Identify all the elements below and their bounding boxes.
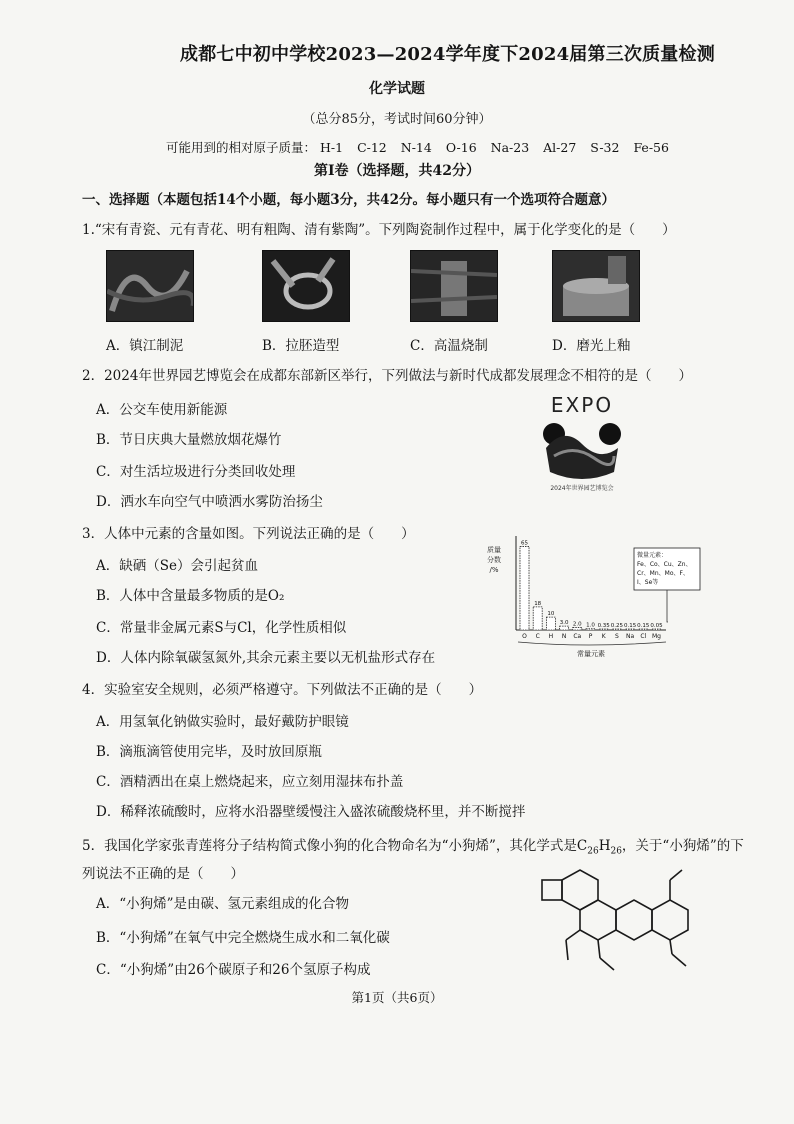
chart-legend-connector	[667, 590, 668, 622]
atom-mass: O-16	[445, 140, 477, 155]
atom-mass: N-14	[400, 140, 432, 155]
chart-bar	[639, 629, 648, 630]
chart-legend-text: I、Se等	[637, 579, 659, 586]
chart-bar	[612, 629, 621, 630]
chart-tick-label: K	[601, 633, 606, 640]
option-5c: C．“小狗烯”由26个碳原子和26个氢原子构成	[96, 962, 371, 978]
option-1c: C．高温烧制	[410, 338, 488, 354]
chart-tick-label: Cl	[640, 633, 647, 640]
formula-c-subscript: 26	[587, 846, 599, 857]
atom-mass: Na-23	[490, 140, 530, 155]
volume-heading: 第Ⅰ卷（选择题，共42分）	[313, 163, 481, 179]
chart-data-label: 1.0	[586, 622, 595, 629]
chart-x-brace	[518, 642, 666, 645]
question-5-text-a: 5．我国化学家张青莲将分子结构简式像小狗的化合物命名为“小狗烯”，其化学式是C	[82, 838, 588, 854]
chart-x-label: 常量元素	[577, 650, 605, 658]
chart-y-label: /%	[489, 566, 499, 574]
puppy-ene-structure	[520, 866, 700, 976]
chart-tick-label: Mg	[652, 633, 661, 640]
chart-bar	[520, 546, 529, 630]
chart-bar	[560, 626, 569, 630]
atom-mass: H-1	[320, 140, 344, 155]
question-5-line-2: 列说法不正确的是（ ）	[82, 866, 244, 882]
chart-data-label: 10	[547, 611, 555, 618]
question-4: 4．实验室安全规则，必须严格遵守。下列做法不正确的是（ ）	[82, 682, 483, 698]
chart-tick-label: Ca	[573, 633, 582, 640]
question-2: 2．2024年世界园艺博览会在成都东部新区举行，下列做法与新时代成都发展理念不相符的是（ ）	[82, 368, 692, 384]
chart-tick-label: Na	[626, 633, 635, 640]
chart-tick-label: P	[588, 633, 593, 640]
atom-mass: S-32	[590, 140, 620, 155]
option-5a: A．“小狗烯”是由碳、氢元素组成的化合物	[96, 896, 350, 912]
expo-logo-text: EXPO	[550, 393, 614, 417]
photo-firing	[410, 250, 498, 322]
chart-data-label: 2.0	[572, 621, 582, 628]
option-3b: B．人体中含量最多物质的是O₂	[96, 588, 285, 604]
page-title: 成都七中初中学校2023—2024学年度下2024届第三次质量检测	[180, 44, 715, 65]
chart-tick-label: C	[535, 633, 540, 640]
chart-data-label: 0.05	[650, 623, 663, 629]
option-2b: B．节日庆典大量燃放烟花爆竹	[96, 432, 282, 448]
chart-bar	[573, 627, 582, 630]
chart-legend-text: 微量元素：	[637, 552, 668, 559]
chart-data-label: 3.0	[559, 620, 569, 627]
option-3d: D．人体内除氧碳氢氮外,其余元素主要以无机盐形式存在	[96, 650, 436, 666]
chart-data-label: 18	[534, 600, 542, 607]
section-heading: 一、选择题（本题包括14个小题，每小题3分，共42分。每小题只有一个选项符合题意）	[82, 192, 615, 208]
option-1a: A．镇江制泥	[106, 338, 184, 354]
chart-tick-label: H	[548, 633, 554, 640]
option-3a: A．缺硒（Se）会引起贫血	[96, 558, 258, 574]
formula-h: H	[598, 838, 611, 854]
chart-data-label: 65	[521, 540, 528, 547]
chart-bar	[599, 629, 608, 630]
chart-bar	[626, 629, 635, 630]
option-4c: C．酒精洒出在桌上燃烧起来，应立刻用湿抹布扑盖	[96, 774, 404, 790]
question-1: 1.“宋有青瓷、元有青花、明有粗陶、清有紫陶”。下列陶瓷制作过程中，属于化学变化的是（ ）	[82, 222, 676, 238]
exam-meta: （总分85分，考试时间60分钟）	[302, 112, 492, 127]
option-4b: B．滴瓶滴管使用完毕，及时放回原瓶	[96, 744, 322, 760]
atomic-masses	[166, 138, 679, 156]
subject-title: 化学试题	[369, 81, 425, 97]
chart-legend-text: Cr、Mn、Mo、F、	[637, 570, 689, 577]
chart-bar	[586, 629, 595, 630]
chart-y-label: 质量	[487, 546, 501, 554]
chart-bar	[652, 629, 661, 630]
option-1d: D．磨光上釉	[552, 338, 631, 354]
element-content-chart	[484, 530, 714, 660]
question-5-text-b: ，关于“小狗烯”的下	[621, 838, 744, 854]
expo-logo-caption: 2024年世界园艺博览会	[550, 485, 614, 492]
expo-logo	[534, 386, 630, 496]
option-1b: B．拉胚造型	[262, 338, 340, 354]
chart-tick-label: O	[522, 633, 527, 640]
chart-legend-text: Fe、Co、Cu、Zn、	[637, 561, 692, 568]
option-4d: D．稀释浓硫酸时，应将水沿器壁缓慢注入盛浓硫酸烧杯里，并不断搅拌	[96, 804, 526, 820]
option-2c: C．对生活垃圾进行分类回收处理	[96, 464, 296, 480]
photo-clay	[106, 250, 194, 322]
photo-glazing	[552, 250, 640, 322]
chart-bar	[546, 617, 555, 630]
option-3c: C．常量非金属元素S与Cl，化学性质相似	[96, 620, 347, 636]
chart-data-label: 0.15	[623, 623, 637, 629]
page-footer: 第1页（共6页）	[351, 990, 443, 1005]
option-2a: A．公交车使用新能源	[96, 402, 228, 418]
chart-tick-label: S	[614, 633, 619, 640]
question-3: 3．人体中元素的含量如图。下列说法正确的是（ ）	[82, 526, 415, 542]
chart-data-label: 0.15	[637, 623, 650, 629]
option-5b: B．“小狗烯”在氧气中完全燃烧生成水和二氧化碳	[96, 930, 390, 946]
chart-data-label: 0.25	[610, 623, 624, 629]
option-4a: A．用氢氧化钠做实验时，最好戴防护眼镜	[96, 714, 349, 730]
atomic-masses-label: 可能用到的相对原子质量：	[166, 140, 317, 155]
chart-bar	[533, 607, 542, 630]
atom-mass: C-12	[357, 140, 387, 155]
question-5-line-1	[82, 834, 744, 857]
option-2d: D．洒水车向空气中喷洒水雾防治扬尘	[96, 494, 323, 510]
chart-tick-label: N	[561, 633, 567, 640]
atom-mass: Al-27	[543, 140, 577, 155]
chart-data-label: 0.35	[597, 623, 610, 629]
atom-mass: Fe-56	[633, 140, 669, 155]
formula-h-subscript: 26	[610, 846, 622, 857]
photo-shaping	[262, 250, 350, 322]
chart-y-label: 分数	[487, 556, 501, 564]
